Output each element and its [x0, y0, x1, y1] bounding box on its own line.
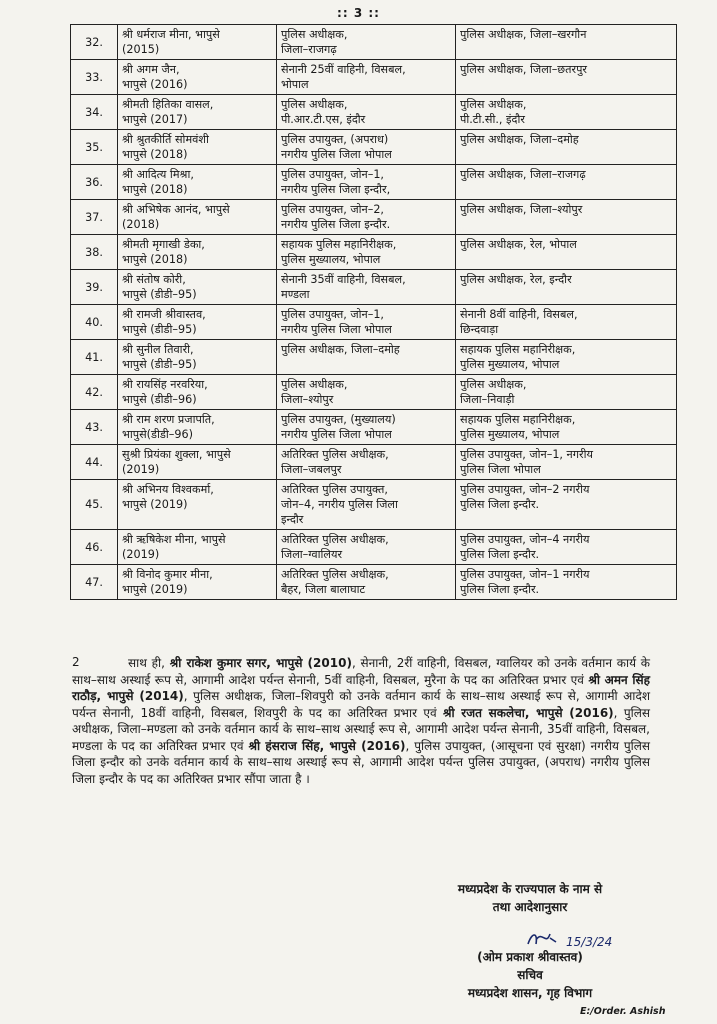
cell-line: पुलिस उपायुक्त, (मुख्यालय) [281, 413, 396, 426]
cell-line: पी.टी.सी., इंदौर [460, 113, 525, 126]
officer-name-bold: श्री अमन सिंह राठौड़, भापुसे (2014) [72, 672, 650, 703]
officer-name-cell [118, 305, 277, 340]
serial-number-cell: 39. [71, 270, 118, 305]
cell-line: पुलिस अधीक्षक, जिला–श्योपुर [460, 203, 583, 216]
table-row [71, 165, 677, 200]
new-post-cell [456, 25, 677, 60]
table-row [71, 60, 677, 95]
serial-number-cell: 45. [71, 480, 118, 530]
cell-line: भापुसे (डीडी–96) [122, 393, 197, 406]
cell-line: सहायक पुलिस महानिरीक्षक, [460, 413, 576, 426]
cell-line: भापुसे (2016) [122, 78, 188, 91]
current-post-cell [277, 410, 456, 445]
current-post-cell [277, 25, 456, 60]
cell-line: पुलिस उपायुक्त, जोन–1, [281, 308, 384, 321]
table-row [71, 340, 677, 375]
cell-line: जिला–राजगढ़ [281, 43, 337, 56]
signatory-name: (ओम प्रकाश श्रीवास्तव) [477, 950, 583, 964]
cell-line: पुलिस अधीक्षक, जिला–छतरपुर [460, 63, 588, 76]
officer-name-cell [118, 565, 277, 600]
new-post-cell [456, 530, 677, 565]
cell-line: श्री राम शरण प्रजापति, [122, 413, 215, 426]
officer-name-cell [118, 60, 277, 95]
current-post-cell [277, 95, 456, 130]
cell-line: पुलिस अधीक्षक, रेल, इन्दौर [460, 273, 572, 286]
cell-line: श्री अभिनय विश्वकर्मा, [122, 483, 214, 496]
cell-line: पुलिस मुख्यालय, भोपाल [460, 358, 560, 371]
signature-date: 15/3/24 [566, 935, 613, 949]
cell-line: श्री अगम जैन, [122, 63, 180, 76]
current-post-cell [277, 305, 456, 340]
new-post-cell [456, 375, 677, 410]
cell-line: (2019) [122, 548, 160, 561]
new-post-cell [456, 305, 677, 340]
current-post-cell [277, 165, 456, 200]
cell-line: श्री आदित्य मिश्रा, [122, 168, 194, 181]
signatory-department: मध्यप्रदेश शासन, गृह विभाग [467, 986, 593, 1000]
postings-table [70, 24, 677, 600]
new-post-cell [456, 445, 677, 480]
new-post-cell [456, 480, 677, 530]
officer-name-cell [118, 375, 277, 410]
paragraph-segment: , सेनानी, 2रीं वाहिनी, विसबल, ग्वालियर को उनके वर्तमान कार्य के साथ–साथ अस्थाई रूप से, आगामी आदेश पर्यन्त सेनानी, 5वीं वाहिनी, विसबल, मुरैना के पद का अतिरिक्त प्रभार एवं [72, 656, 651, 687]
cell-line: पुलिस अधीक्षक, [281, 28, 348, 41]
current-post-cell [277, 530, 456, 565]
cell-line: पी.आर.टी.एस, इंदौर [281, 113, 366, 126]
officer-name-bold: श्री राकेश कुमार सगर, भापुसे (2010) [169, 656, 352, 670]
signatory-designation: सचिव [517, 968, 543, 982]
cell-line: पुलिस अधीक्षक, रेल, भोपाल [460, 238, 577, 251]
cell-line: छिन्दवाड़ा [460, 323, 499, 336]
current-post-cell [277, 340, 456, 375]
officer-name-bold: श्री रजत सकलेचा, भापुसे (2016) [442, 705, 614, 720]
cell-line: पुलिस मुख्यालय, भोपाल [460, 428, 560, 441]
current-post-cell [277, 565, 456, 600]
cell-line: श्री रामजी श्रीवास्तव, [122, 308, 206, 321]
table-row [71, 270, 677, 305]
cell-line: पुलिस अधीक्षक, [460, 378, 527, 391]
cell-line: जिला–निवाड़ी [460, 393, 515, 406]
officer-name-cell [118, 530, 277, 565]
table-row [71, 95, 677, 130]
officer-name-cell [118, 480, 277, 530]
officer-name-cell [118, 340, 277, 375]
officer-name-cell [118, 445, 277, 480]
paragraph-number: 2 [72, 655, 80, 669]
cell-line: भापुसे (2018) [122, 183, 188, 196]
cell-line: सेनानी 25वीं वाहिनी, विसबल, [281, 63, 406, 76]
cell-line: श्री अभिषेक आनंद, भापुसे [122, 203, 230, 216]
serial-number-cell: 36. [71, 165, 118, 200]
cell-line: पुलिस अधीक्षक, [281, 98, 348, 111]
serial-number-cell: 33. [71, 60, 118, 95]
table-row [71, 25, 677, 60]
new-post-cell [456, 235, 677, 270]
paragraph-segment: , पुलिस अधीक्षक, जिला–मण्डला को उनके वर्तमान कार्य के साथ–साथ अस्थाई रूप से, आगामी आदेश पर्यन्त सेनानी, 35वीं वाहिनी, विसबल, मण्डला के पद का अतिरिक्त प्रभार एवं [72, 705, 650, 753]
table-row [71, 565, 677, 600]
cell-line: पुलिस अधीक्षक, [460, 98, 527, 111]
cell-line: श्री संतोष कोरी, [122, 273, 186, 286]
serial-number-cell: 32. [71, 25, 118, 60]
cell-line: भापुसे(डीडी–96) [122, 428, 194, 441]
new-post-cell [456, 95, 677, 130]
cell-line: श्री सुनील तिवारी, [122, 343, 194, 356]
current-post-cell [277, 480, 456, 530]
cell-line: पुलिस अधीक्षक, जिला–दमोह [460, 133, 579, 146]
officer-name-cell [118, 235, 277, 270]
cell-line: श्रीमती मृगाखी डेका, [122, 238, 205, 251]
signature-line-2: तथा आदेशानुसार [492, 900, 568, 914]
cell-line: नगरीय पुलिस जिला भोपाल [281, 323, 392, 336]
cell-line: भोपाल [281, 78, 309, 91]
new-post-cell [456, 270, 677, 305]
new-post-cell [456, 200, 677, 235]
cell-line: भापुसे (डीडी–95) [122, 323, 197, 336]
cell-line: अतिरिक्त पुलिस अधीक्षक, [281, 533, 389, 546]
new-post-cell [456, 565, 677, 600]
cell-line: जिला–ग्वालियर [281, 548, 343, 561]
cell-line: अतिरिक्त पुलिस उपायुक्त, [281, 483, 388, 496]
cell-line: सेनानी 8वीं वाहिनी, विसबल, [460, 308, 578, 321]
current-post-cell [277, 200, 456, 235]
paragraph-segment: , पुलिस अधीक्षक, जिला–शिवपुरी को उनके वर्तमान कार्य के साथ–साथ अस्थाई रूप से, आगामी आदेश पर्यन्त सेनानी, 18वीं वाहिनी, विसबल, शिवपुरी के पद का अतिरिक्त प्रभार एवं [72, 689, 650, 720]
current-post-cell [277, 60, 456, 95]
cell-line: इन्दौर [281, 513, 304, 526]
cell-line: नगरीय पुलिस जिला भोपाल [281, 148, 392, 161]
new-post-cell [456, 165, 677, 200]
cell-line: पुलिस जिला इन्दौर. [460, 498, 540, 511]
cell-line: भापुसे (2019) [122, 498, 188, 511]
cell-line: पुलिस उपायुक्त, जोन–4 नगरीय [460, 533, 590, 546]
cell-line: जोन–4, नगरीय पुलिस जिला [281, 498, 398, 511]
new-post-cell [456, 340, 677, 375]
cell-line: (2019) [122, 463, 160, 476]
cell-line: पुलिस उपायुक्त, (अपराध) [281, 133, 389, 146]
officer-name-bold: श्री हंसराज सिंह, भापुसे (2016) [248, 738, 406, 753]
officer-name-cell [118, 270, 277, 305]
cell-line: श्री धर्मराज मीना, भापुसे [122, 28, 220, 41]
cell-line: जिला–जबलपुर [281, 463, 342, 476]
new-post-cell [456, 410, 677, 445]
cell-line: पुलिस उपायुक्त, जोन–2 नगरीय [460, 483, 590, 496]
signature-line-1: मध्यप्रदेश के राज्यपाल के नाम से [457, 882, 603, 896]
cell-line: नगरीय पुलिस जिला इन्दौर. [281, 218, 391, 231]
serial-number-cell: 41. [71, 340, 118, 375]
new-post-cell [456, 130, 677, 165]
cell-line: भापुसे (2017) [122, 113, 188, 126]
table-row [71, 235, 677, 270]
current-post-cell [277, 130, 456, 165]
current-post-cell [277, 270, 456, 305]
serial-number-cell: 37. [71, 200, 118, 235]
table-row [71, 200, 677, 235]
paragraph-text [72, 655, 650, 787]
cell-line: पुलिस जिला भोपाल [460, 463, 541, 476]
cell-line: अतिरिक्त पुलिस अधीक्षक, [281, 448, 389, 461]
cell-line: भापुसे (2019) [122, 583, 188, 596]
officer-name-cell [118, 410, 277, 445]
officer-name-cell [118, 130, 277, 165]
cell-line: जिला–श्योपुर [281, 393, 334, 406]
serial-number-cell: 42. [71, 375, 118, 410]
cell-line: पुलिस उपायुक्त, जोन–2, [281, 203, 384, 216]
serial-number-cell: 35. [71, 130, 118, 165]
cell-line: पुलिस जिला इन्दौर. [460, 548, 540, 561]
footer-reference: E:/Order. Ashish [580, 1006, 666, 1017]
serial-number-cell: 43. [71, 410, 118, 445]
serial-number-cell: 46. [71, 530, 118, 565]
table-row [71, 410, 677, 445]
cell-line: श्री विनोद कुमार मीना, [122, 568, 213, 581]
page-number: :: 3 :: [337, 6, 380, 20]
cell-line: पुलिस मुख्यालय, भोपाल [281, 253, 381, 266]
serial-number-cell: 40. [71, 305, 118, 340]
cell-line: (2015) [122, 43, 160, 56]
table-row [71, 305, 677, 340]
cell-line: भापुसे (2018) [122, 148, 188, 161]
signature-block [400, 880, 660, 916]
cell-line: श्री श्रुतकीर्ति सोमवंशी [122, 133, 209, 146]
paragraph-segment: , पुलिस उपायुक्त, (आसूचना एवं सुरक्षा) नगरीय पुलिस जिला इन्दौर को उनके वर्तमान कार्य के साथ–साथ अस्थाई रूप से, आगामी आदेश पर्यन्त पुलिस उपायुक्त, (अपराध) नगरीय पुलिस जिला इन्दौर के पद का अतिरिक्त प्रभार सौंपा जाता है । [72, 738, 651, 786]
postings-table-body [71, 25, 677, 600]
cell-line: पुलिस उपायुक्त, जोन–1, नगरीय [460, 448, 594, 461]
officer-name-cell [118, 165, 277, 200]
cell-line: पुलिस जिला इन्दौर. [460, 583, 540, 596]
cell-line: अतिरिक्त पुलिस अधीक्षक, [281, 568, 389, 581]
cell-line: नगरीय पुलिस जिला भोपाल [281, 428, 392, 441]
cell-line: भापुसे (डीडी–95) [122, 288, 197, 301]
cell-line: पुलिस उपायुक्त, जोन–1, [281, 168, 384, 181]
table-row [71, 130, 677, 165]
cell-line: पुलिस अधीक्षक, जिला–खरगौन [460, 28, 587, 41]
cell-line: भापुसे (डीडी–95) [122, 358, 197, 371]
paragraph-segment: साथ ही, [128, 656, 170, 670]
cell-line: पुलिस उपायुक्त, जोन–1 नगरीय [460, 568, 590, 581]
cell-line: मण्डला [281, 288, 310, 301]
cell-line: पुलिस अधीक्षक, [281, 378, 348, 391]
cell-line: बैहर, जिला बालाघाट [281, 583, 366, 596]
table-row [71, 530, 677, 565]
cell-line: पुलिस अधीक्षक, जिला–दमोह [281, 343, 400, 356]
table-row [71, 445, 677, 480]
cell-line: (2018) [122, 218, 160, 231]
current-post-cell [277, 445, 456, 480]
cell-line: श्रीमती हितिका वासल, [122, 98, 214, 111]
current-post-cell [277, 375, 456, 410]
table-row [71, 375, 677, 410]
cell-line: नगरीय पुलिस जिला इन्दौर, [281, 183, 391, 196]
serial-number-cell: 34. [71, 95, 118, 130]
officer-name-cell [118, 95, 277, 130]
serial-number-cell: 44. [71, 445, 118, 480]
new-post-cell [456, 60, 677, 95]
officer-name-cell [118, 25, 277, 60]
cell-line: भापुसे (2018) [122, 253, 188, 266]
officer-name-cell [118, 200, 277, 235]
cell-line: सुश्री प्रियंका शुक्ला, भापुसे [122, 448, 231, 461]
table-row [71, 480, 677, 530]
serial-number-cell: 38. [71, 235, 118, 270]
serial-number-cell: 47. [71, 565, 118, 600]
cell-line: सहायक पुलिस महानिरीक्षक, [460, 343, 576, 356]
cell-line: सेनानी 35वीं वाहिनी, विसबल, [281, 273, 406, 286]
cell-line: श्री रायसिंह नरवरिया, [122, 378, 208, 391]
cell-line: श्री ऋषिकेश मीना, भापुसे [122, 533, 226, 546]
current-post-cell [277, 235, 456, 270]
cell-line: पुलिस अधीक्षक, जिला–राजगढ़ [460, 168, 586, 181]
cell-line: सहायक पुलिस महानिरीक्षक, [281, 238, 397, 251]
paragraph-2 [72, 655, 650, 787]
